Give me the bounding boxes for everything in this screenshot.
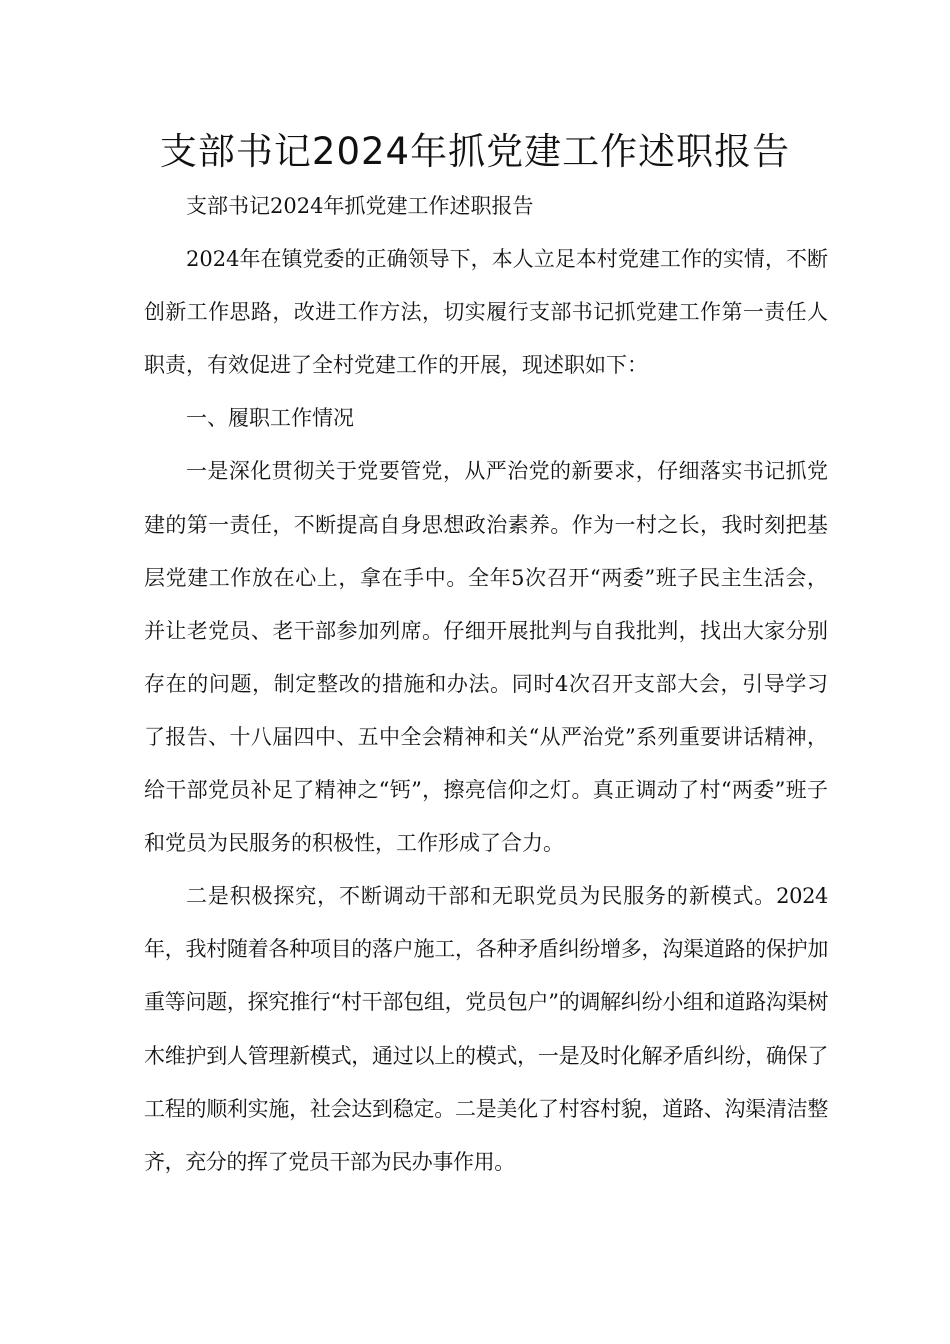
document-body	[144, 180, 828, 1189]
subtitle-paragraph: 支部书记2024年抓党建工作述职报告	[186, 194, 534, 218]
body-paragraph: 二是积极探究，不断调动干部和无职党员为民服务的新模式。2024年，我村随着各种项目的落户施工，各种矛盾纠纷增多，沟渠道路的保护加重等问题，探究推行“村干部包组，党员包户”的调解纠纷小组和道路沟渠树木维护到人管理新模式，通过以上的模式，一是及时化解矛盾纠纷，确保了工程的顺利实施，社会达到稳定。二是美化了村容村貌，道路、沟渠清洁整齐，充分的挥了党员干部为民办事作用。	[144, 884, 828, 1174]
document-title: 支部书记2024年抓党建工作述职报告	[159, 130, 791, 173]
section-heading: 一、履职工作情况	[186, 406, 354, 431]
body-paragraph: 一是深化贯彻关于党要管党，从严治党的新要求，仔细落实书记抓党建的第一责任，不断提高自身思想政治素养。作为一村之长，我时刻把基层党建工作放在心上，拿在手中。全年5次召开“两委”班子民主生活会，并让老党员、老干部参加列席。仔细开展批判与自我批判，找出大家分别存在的问题，制定整改的措施和办法。同时4次召开支部大会，引导学习了报告、十八届四中、五中全会精神和关“从严治党”系列重要讲话精神，给干部党员补足了精神之“钙”，擦亮信仰之灯。真正调动了村“两委”班子和党员为民服务的积极性，工作形成了合力。	[144, 459, 828, 856]
intro-paragraph: 2024年在镇党委的正确领导下，本人立足本村党建工作的实情，不断创新工作思路，改进工作方法，切实履行支部书记抓党建工作第一责任人职责，有效促进了全村党建工作的开展，现述职如下：	[144, 247, 828, 378]
